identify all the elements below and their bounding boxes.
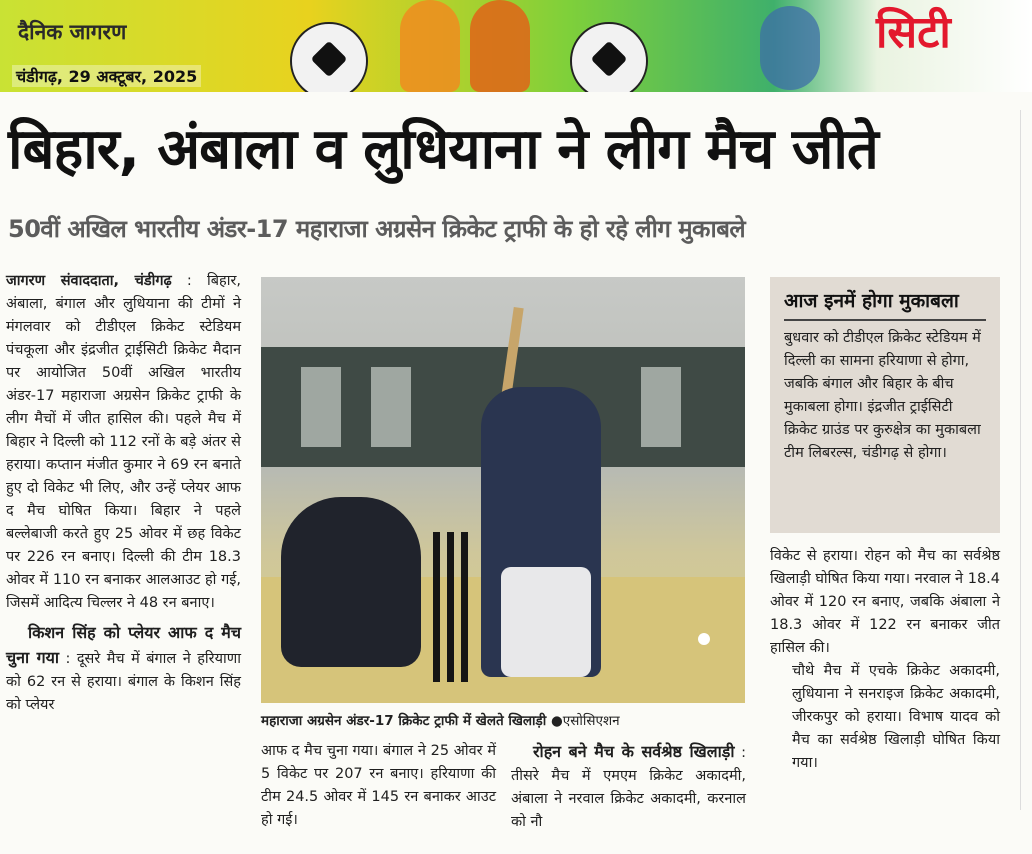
cricket-ball bbox=[698, 633, 710, 645]
photo-caption bbox=[261, 711, 745, 729]
paragraph-match-3: : तीसरे मैच में एमएम क्रिकेट अकादमी, अंबाला ने नरवाल क्रिकेट अकादमी, करनाल को नौ bbox=[511, 745, 747, 830]
caption-text: महाराजा अग्रसेन अंडर-17 क्रिकेट ट्राफी में खेलते खिलाड़ी bbox=[261, 713, 547, 729]
subheading-kishan: किशन सिंह को प्लेयर आफ द मैच चुना गया bbox=[6, 623, 241, 667]
window bbox=[301, 367, 341, 447]
football-image bbox=[290, 22, 368, 92]
article-column-3 bbox=[511, 740, 746, 834]
divider bbox=[784, 319, 986, 321]
subheading-rohan: रोहन बने मैच के सर्वश्रेष्ठ खिलाड़ी bbox=[533, 742, 735, 761]
headline: बिहार, अंबाला व लुधियाना ने लीग मैच जीते bbox=[8, 117, 878, 182]
fixtures-box bbox=[770, 277, 1000, 533]
fixtures-title: आज इनमें होगा मुकाबला bbox=[784, 290, 959, 312]
cricket-photo bbox=[261, 277, 745, 703]
cricketer-illustration bbox=[760, 6, 820, 90]
illustration-figure bbox=[470, 0, 530, 92]
section-title: सिटी bbox=[876, 7, 951, 58]
page-edge-rule bbox=[1020, 110, 1021, 810]
batting-pads bbox=[501, 567, 591, 677]
paragraph-match-2-cont: आफ द मैच चुना गया। बंगाल ने 25 ओवर में 5 विकेट पर 207 रन बनाए। हरियाणा की टीम 24.5 ओवर में 145 रन बनाकर आउट हो गई। bbox=[261, 743, 496, 828]
byline: जागरण संवाददाता, चंडीगढ़ bbox=[6, 273, 172, 289]
paragraph-match-4: चौथे मैच में एचके क्रिकेट अकादमी, लुधियाना ने सनराइज क्रिकेट अकादमी, जीरकपुर को हराया। विभाष यादव को मैच का सर्वश्रेष्ठ खिलाड़ी घोषित किया गया। bbox=[792, 663, 1000, 771]
paragraph-match-2: : दूसरे मैच में बंगाल ने हरियाणा को 62 रन से हराया। बंगाल के किशन सिंह को प्लेयर bbox=[6, 651, 242, 713]
football-image bbox=[570, 22, 648, 92]
subheadline: 50वीं अखिल भारतीय अंडर-17 महाराजा अग्रसेन क्रिकेट ट्राफी के हो रहे लीग मुकाबले bbox=[8, 215, 746, 243]
masthead-banner bbox=[0, 0, 1032, 92]
lead-paragraph: : बिहार, अंबाला, बंगाल और लुधियाना की टीमों ने मंगलवार को टीडीएल क्रिकेट स्टेडियम पंचकूला और इंद्रजीत ट्राईसिटी क्रिकेट मैदान पर आयोजित 50वीं अखिल भारतीय अंडर-17 महाराजा अग्रसेन क्रिकेट ट्राफी के लीग मैचों में जीत हासिल की। पहले मैच में बिहार ने दिल्ली को 112 रनों के बड़े अंतर से हराया। कप्तान मंजीत कुमार ने 69 रन बनाते हुए दो विकेट भी लिए, और उन्हें प्लेयर आफ द मैच घोषित किया। बिहार ने पहले बल्लेबाजी करते हुए 25 ओवर में छह विकेट पर 226 रन बनाए। दिल्ली की टीम 18.3 ओवर में 110 रन बनाकर आलआउट हो गई, जिसमें आदित्य चिल्लर ने 48 रन बनाए। bbox=[6, 273, 241, 611]
paragraph-match-3-cont: विकेट से हराया। रोहन को मैच का सर्वश्रेष्ठ खिलाड़ी घोषित किया गया। नरवाल ने 18.4 ओवर में 120 रन बनाए, जबकि अंबाला ने 18.3 ओवर में 122 रन बनाकर जीत हासिल की। bbox=[770, 548, 1000, 656]
stump bbox=[433, 532, 440, 682]
wicket-keeper bbox=[281, 497, 421, 667]
newspaper-logo: दैनिक जागरण bbox=[18, 20, 127, 44]
article-column-2 bbox=[261, 740, 496, 832]
stump bbox=[461, 532, 468, 682]
edition-date: चंडीगढ़, 29 अक्टूबर, 2025 bbox=[12, 65, 201, 87]
photo-credit: ●एसोसिएशन bbox=[550, 713, 620, 729]
illustration-figure bbox=[400, 0, 460, 92]
window bbox=[371, 367, 411, 447]
window bbox=[641, 367, 681, 447]
article-column-4 bbox=[770, 545, 1000, 775]
article-column-1 bbox=[6, 270, 241, 717]
stump bbox=[447, 532, 454, 682]
fixtures-text: बुधवार को टीडीएल क्रिकेट स्टेडियम में दिल्ली का सामना हरियाणा से होगा, जबकि बंगाल और बिहार के बीच मुकाबला होगा। इंद्रजीत ट्राईसिटी क्रिकेट ग्राउंड पर कुरुक्षेत्र का मुकाबला टीम लिबरल्स, चंडीगढ़ से होगा। bbox=[784, 330, 981, 461]
